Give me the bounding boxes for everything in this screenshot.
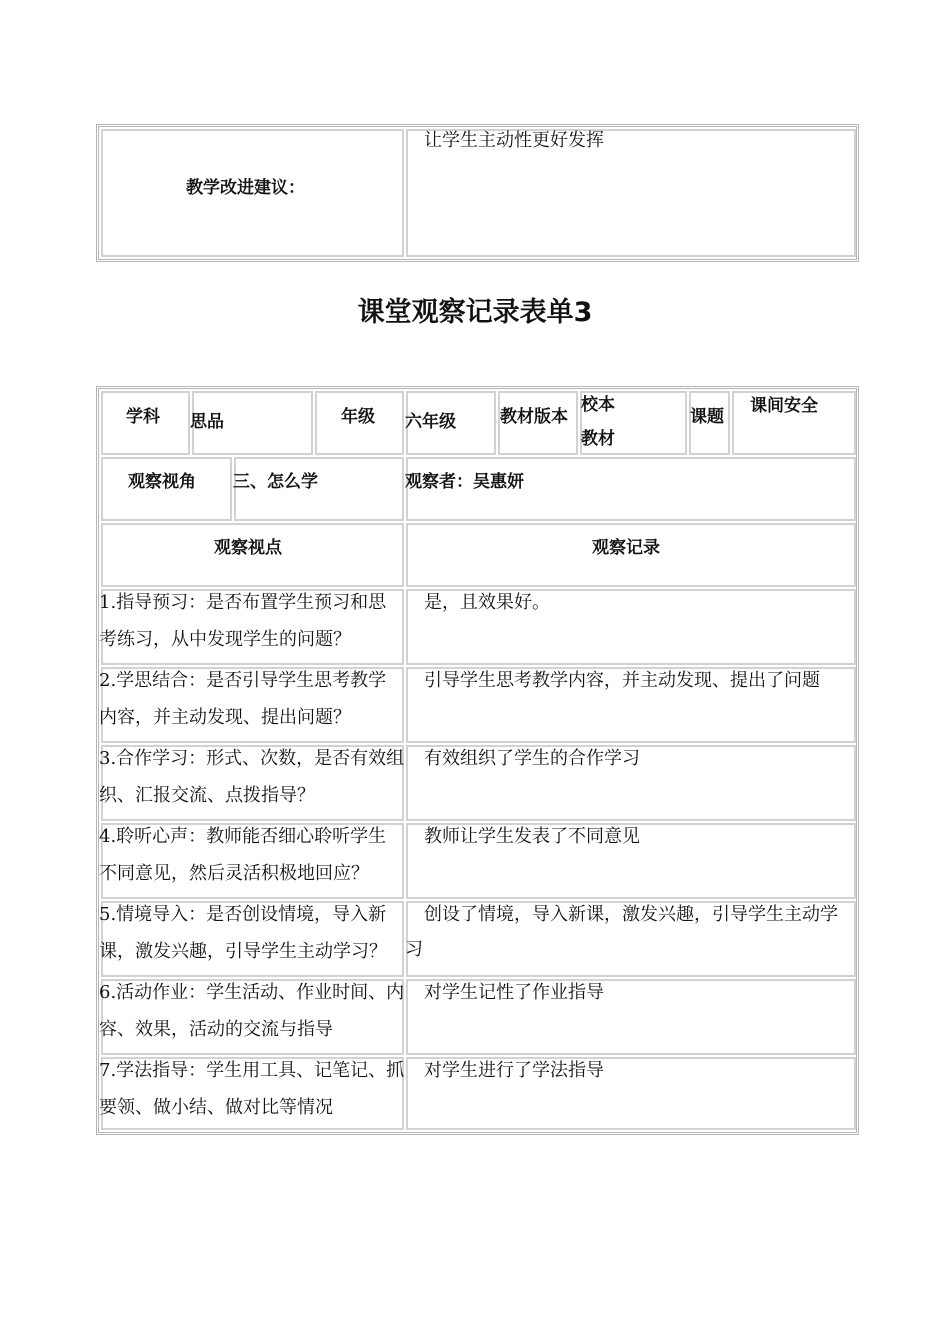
grade-value: 六年级 xyxy=(405,412,456,432)
record-7-line1: 对学生进行了学法指导 xyxy=(424,1060,604,1081)
observer: 观察者：吴惠妍 xyxy=(405,472,524,492)
point-7-line2: 要领、做小结、做对比等情况 xyxy=(99,1097,333,1118)
subject-value: 思品 xyxy=(190,412,224,432)
record-6-line1: 对学生记性了作业指导 xyxy=(424,982,604,1003)
suggestion-label: 教学改进建议： xyxy=(186,178,305,198)
point-5-line1: 5.情境导入：是否创设情境，导入新 xyxy=(99,904,387,925)
edition-value-line2: 教材 xyxy=(581,429,615,449)
record-2-line1: 引导学生思考教学内容，并主动发现、提出了问题 xyxy=(424,670,820,691)
point-1-line2: 考练习，从中发现学生的问题？ xyxy=(99,629,351,650)
edition-label: 教材版本 xyxy=(500,407,568,427)
record-4-line1: 教师让学生发表了不同意见 xyxy=(424,826,640,847)
edition-value-line1: 校本 xyxy=(581,395,615,415)
topic-label: 课题 xyxy=(690,407,724,427)
point-6-line2: 容、效果，活动的交流与指导 xyxy=(99,1019,333,1040)
angle-label: 观察视角 xyxy=(128,472,196,492)
point-2-line2: 内容，并主动发现、提出问题？ xyxy=(99,707,351,728)
subject-label: 学科 xyxy=(126,407,160,427)
angle-value: 三、怎么学 xyxy=(233,472,318,492)
suggestion-text: 让学生主动性更好发挥 xyxy=(424,130,604,151)
point-5-line2: 课，激发兴趣，引导学生主动学习？ xyxy=(99,941,387,962)
point-3-line1: 3.合作学习：形式、次数，是否有效组 xyxy=(99,748,405,769)
point-1-line1: 1.指导预习：是否布置学生预习和思 xyxy=(99,592,387,613)
point-4-line2: 不同意见，然后灵活积极地回应？ xyxy=(99,863,369,884)
record-3-line1: 有效组织了学生的合作学习 xyxy=(424,748,640,769)
point-2-line1: 2.学思结合：是否引导学生思考教学 xyxy=(99,670,387,691)
header-records: 观察记录 xyxy=(592,538,660,558)
point-6-line1: 6.活动作业：学生活动、作业时间、内 xyxy=(99,982,405,1003)
record-5-line1: 创设了情境，导入新课，激发兴趣，引导学生主动学 xyxy=(424,904,838,925)
point-3-line2: 织、汇报交流、点拨指导？ xyxy=(99,785,315,806)
point-7-line1: 7.学法指导：学生用工具、记笔记、抓 xyxy=(99,1060,405,1081)
point-4-line1: 4.聆听心声：教师能否细心聆听学生 xyxy=(99,826,387,847)
topic-value: 课间安全 xyxy=(750,396,818,416)
grade-label: 年级 xyxy=(341,407,375,427)
record-5-line2: 习 xyxy=(405,939,423,960)
header-points: 观察视点 xyxy=(214,538,282,558)
record-1-line1: 是，且效果好。 xyxy=(424,592,550,613)
page-title: 课堂观察记录表单3 xyxy=(357,297,593,328)
